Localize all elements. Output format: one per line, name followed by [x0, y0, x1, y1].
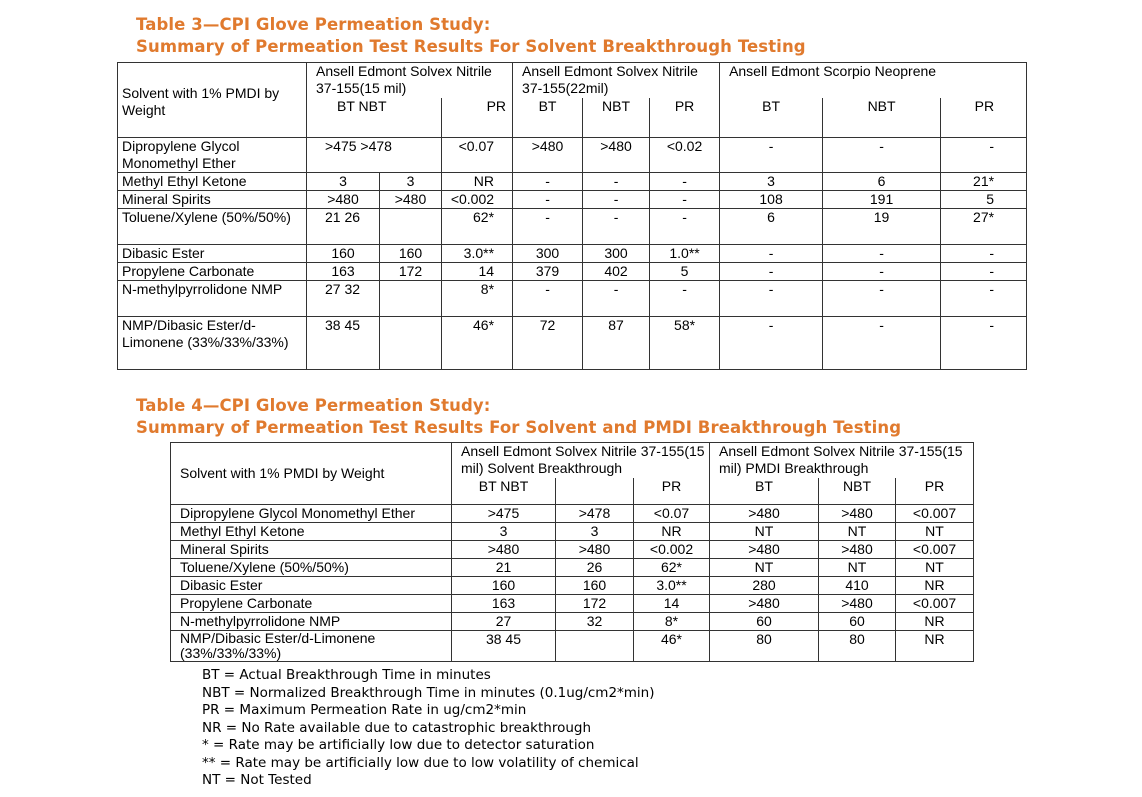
table3-group1-header: Ansell Edmont Solvex Nitrile 37-155(15 mil)	[307, 63, 513, 98]
table4-value-cell: 3	[556, 523, 634, 541]
table3-value-cell: -	[583, 281, 650, 317]
table3-value-cell: 3.0**	[442, 245, 513, 263]
table3-value-cell: >480	[513, 138, 583, 173]
table4-value-cell: 163	[452, 595, 556, 613]
table3-value-cell: 108	[720, 191, 823, 209]
table3-g2-nbt-header: NBT	[583, 98, 650, 138]
table3-value-cell: -	[513, 173, 583, 191]
table3-value-cell: 58*	[650, 317, 720, 370]
table-row	[118, 173, 1027, 191]
table4-group2-header: Ansell Edmont Solvex Nitrile 37-155(15 mil) PMDI Breakthrough	[710, 443, 974, 478]
table3-value-cell: 6	[823, 173, 941, 191]
table4-value-cell: <0.007	[896, 595, 974, 613]
table3-value-cell: -	[823, 263, 941, 281]
table4-value-cell: >480	[819, 505, 896, 523]
table3-value-cell: -	[650, 191, 720, 209]
table3-value-cell: >480	[583, 138, 650, 173]
table3-value-cell: -	[823, 281, 941, 317]
table3-value-cell: 27*	[941, 209, 1027, 245]
table-row	[171, 523, 974, 541]
table-row	[171, 613, 974, 631]
table3-value-cell: -	[513, 281, 583, 317]
table4-value-cell: 172	[556, 595, 634, 613]
table3-solvent-cell: NMP/Dibasic Ester/d-Limonene (33%/33%/33%)	[118, 317, 307, 370]
table3-solvent-cell: Mineral Spirits	[118, 191, 307, 209]
table3-value-cell: -	[823, 138, 941, 173]
table3-g1-btnbt-header: BT NBT	[307, 98, 442, 138]
table4-value-cell: 60	[710, 613, 819, 631]
table3-value-cell: -	[513, 209, 583, 245]
table4-value-cell: 32	[556, 613, 634, 631]
table3-value-cell: 163	[307, 263, 380, 281]
legend-item: NR = No Rate available due to catastrophic breakthrough	[202, 719, 592, 736]
table4-solvent-cell: NMP/Dibasic Ester/d-Limonene (33%/33%/33%)	[171, 631, 452, 662]
table4-value-cell: >475	[452, 505, 556, 523]
table3-value-cell: -	[583, 209, 650, 245]
table4-value-cell: >480	[556, 541, 634, 559]
table-row	[171, 541, 974, 559]
table-row	[118, 245, 1027, 263]
table3-value-cell: 62*	[442, 209, 513, 245]
table3-solvent-cell: Toluene/Xylene (50%/50%)	[118, 209, 307, 245]
table4-value-cell: 3	[452, 523, 556, 541]
table3-value-cell: 3	[380, 173, 442, 191]
table4-g2-pr-header: PR	[896, 478, 974, 505]
table3-value-cell: >475 >478	[307, 138, 380, 173]
table3-value-cell: 3	[720, 173, 823, 191]
table-row	[118, 317, 1027, 370]
table3-value-cell: -	[720, 281, 823, 317]
table3-title-line1: Table 3—CPI Glove Permeation Study:	[136, 15, 491, 34]
table4-value-cell: 80	[710, 631, 819, 662]
table3-value-cell: -	[720, 245, 823, 263]
table3-value-cell: -	[823, 245, 941, 263]
table4-value-cell: 46*	[634, 631, 710, 662]
table3-value-cell: -	[823, 317, 941, 370]
table-row	[118, 281, 1027, 317]
table4-value-cell: 21	[452, 559, 556, 577]
table3-value-cell: <0.002	[442, 191, 513, 209]
table3-value-cell: 19	[823, 209, 941, 245]
table-row	[171, 631, 974, 662]
table3-solvent-cell: N-methylpyrrolidone NMP	[118, 281, 307, 317]
table4-value-cell: 38 45	[452, 631, 556, 662]
table3-title	[136, 14, 806, 58]
table3-value-cell: -	[941, 263, 1027, 281]
table4-g1-btnbt-header: BT NBT	[452, 478, 556, 505]
table4-value-cell: >478	[556, 505, 634, 523]
table4-value-cell: <0.07	[634, 505, 710, 523]
table3-value-cell	[380, 317, 442, 370]
table4-value-cell: 3.0**	[634, 577, 710, 595]
table-row	[171, 595, 974, 613]
table4-value-cell: NT	[710, 523, 819, 541]
table-row	[118, 263, 1027, 281]
table4-solvent-cell: Dibasic Ester	[171, 577, 452, 595]
table3-value-cell: -	[941, 281, 1027, 317]
table3-value-cell: 6	[720, 209, 823, 245]
table4-g1-blank-header	[556, 478, 634, 505]
table3-value-cell: -	[720, 263, 823, 281]
table4-group1-header: Ansell Edmont Solvex Nitrile 37-155(15 mil) Solvent Breakthrough	[452, 443, 710, 478]
table3-value-cell: -	[583, 173, 650, 191]
table4-solvent-cell: Propylene Carbonate	[171, 595, 452, 613]
table3-solvent-header: Solvent with 1% PMDI by Weight	[118, 63, 307, 138]
table3-g3-nbt-header: NBT	[823, 98, 941, 138]
table4-value-cell: >480	[710, 595, 819, 613]
table3-value-cell: 21*	[941, 173, 1027, 191]
table3-value-cell: >480	[380, 191, 442, 209]
table3-value-cell: 21 26	[307, 209, 380, 245]
table4-value-cell: <0.007	[896, 505, 974, 523]
table4-solvent-cell: Dipropylene Glycol Monomethyl Ether	[171, 505, 452, 523]
table3-group2-header: Ansell Edmont Solvex Nitrile 37-155(22mil)	[513, 63, 720, 98]
legend-item: BT = Actual Breakthrough Time in minutes	[202, 667, 491, 683]
table4-value-cell: 8*	[634, 613, 710, 631]
table4-value-cell: >480	[819, 541, 896, 559]
table4-title-line2: Summary of Permeation Test Results For Solvent and PMDI Breakthrough Testing	[136, 418, 902, 437]
table3-value-cell: NR	[442, 173, 513, 191]
table3-value-cell: >480	[307, 191, 380, 209]
table4-value-cell: NR	[896, 577, 974, 595]
table-row	[171, 577, 974, 595]
table4-value-cell: NT	[710, 559, 819, 577]
table4-value-cell: 27	[452, 613, 556, 631]
table3-value-cell	[380, 209, 442, 245]
table3-group3-header: Ansell Edmont Scorpio Neoprene	[720, 63, 1027, 98]
table4-value-cell: 410	[819, 577, 896, 595]
table3-body	[118, 138, 1027, 370]
table3-value-cell: -	[941, 245, 1027, 263]
table3-value-cell: 402	[583, 263, 650, 281]
table4-solvent-cell: N-methylpyrrolidone NMP	[171, 613, 452, 631]
table4-value-cell: NT	[819, 559, 896, 577]
table4-body	[171, 505, 974, 662]
table3-value-cell: -	[941, 317, 1027, 370]
table4-solvent-header: Solvent with 1% PMDI by Weight	[171, 443, 452, 505]
table3-value-cell: 27 32	[307, 281, 380, 317]
table3-value-cell: -	[650, 173, 720, 191]
table3-solvent-cell: Propylene Carbonate	[118, 263, 307, 281]
table3-value-cell: 5	[941, 191, 1027, 209]
table-row	[118, 138, 1027, 173]
table3-value-cell	[380, 281, 442, 317]
table4-value-cell: >480	[710, 505, 819, 523]
table4-value-cell: 60	[819, 613, 896, 631]
table4-value-cell: 160	[556, 577, 634, 595]
table4-g2-bt-header: BT	[710, 478, 819, 505]
table3-value-cell: 46*	[442, 317, 513, 370]
table3-value-cell: 160	[380, 245, 442, 263]
table4-value-cell: >480	[452, 541, 556, 559]
legend-item: PR = Maximum Permeation Rate in ug/cm2*min	[202, 702, 527, 718]
table4-value-cell	[556, 631, 634, 662]
table3-value-cell: -	[650, 209, 720, 245]
table4-value-cell: 14	[634, 595, 710, 613]
table3-g3-pr-header: PR	[941, 98, 1027, 138]
table4-value-cell: NT	[896, 523, 974, 541]
table-row	[118, 191, 1027, 209]
table3-solvent-cell: Methyl Ethyl Ketone	[118, 173, 307, 191]
table3-value-cell: 191	[823, 191, 941, 209]
legend-item: NT = Not Tested	[202, 772, 312, 788]
table4-value-cell: 160	[452, 577, 556, 595]
table4-value-cell: NR	[896, 613, 974, 631]
table3-value-cell: 379	[513, 263, 583, 281]
table3-value-cell: 72	[513, 317, 583, 370]
legend-item: * = Rate may be artificially low due to detector saturation	[202, 737, 595, 753]
table3-title-line2: Summary of Permeation Test Results For Solvent Breakthrough Testing	[136, 37, 806, 56]
table3-value-cell: 300	[513, 245, 583, 263]
table3-value-cell: 3	[307, 173, 380, 191]
table3-value-cell: 87	[583, 317, 650, 370]
table3-value-cell: 14	[442, 263, 513, 281]
table3-g2-bt-header: BT	[513, 98, 583, 138]
table4-title	[136, 395, 901, 439]
table3-value-cell: -	[513, 191, 583, 209]
table3-solvent-cell: Dipropylene Glycol Monomethyl Ether	[118, 138, 307, 173]
table4-value-cell: >480	[819, 595, 896, 613]
table4-value-cell: 62*	[634, 559, 710, 577]
table4-value-cell: NR	[634, 523, 710, 541]
table3-value-cell: 172	[380, 263, 442, 281]
table-row	[171, 559, 974, 577]
table3-value-cell: <0.02	[650, 138, 720, 173]
table4-g2-nbt-header: NBT	[819, 478, 896, 505]
legend-item: ** = Rate may be artificially low due to low volatility of chemical	[202, 754, 639, 771]
table3-g3-bt-header: BT	[720, 98, 823, 138]
table3-value-cell: 1.0**	[650, 245, 720, 263]
legend	[202, 667, 655, 790]
table3-g2-pr-header: PR	[650, 98, 720, 138]
legend-item: NBT = Normalized Breakthrough Time in minutes (0.1ug/cm2*min)	[202, 684, 655, 701]
table4-solvent-cell: Methyl Ethyl Ketone	[171, 523, 452, 541]
table4-value-cell: 26	[556, 559, 634, 577]
table4-value-cell: 280	[710, 577, 819, 595]
table3	[117, 62, 1027, 370]
table4-value-cell: NT	[896, 559, 974, 577]
table4	[170, 442, 974, 662]
table4-value-cell: NT	[819, 523, 896, 541]
table4-value-cell: <0.002	[634, 541, 710, 559]
table3-value-cell: -	[583, 191, 650, 209]
table3-g1-pr-header: PR	[442, 98, 513, 138]
table3-value-cell: <0.07	[442, 138, 513, 173]
table3-value-cell: -	[720, 317, 823, 370]
table3-value-cell: -	[941, 138, 1027, 173]
table-row	[118, 209, 1027, 245]
table3-value-cell: 160	[307, 245, 380, 263]
table4-value-cell: NR	[896, 631, 974, 662]
table3-solvent-cell: Dibasic Ester	[118, 245, 307, 263]
table4-solvent-cell: Toluene/Xylene (50%/50%)	[171, 559, 452, 577]
table3-value-cell: 5	[650, 263, 720, 281]
table3-value-cell: -	[720, 138, 823, 173]
table4-value-cell: 80	[819, 631, 896, 662]
table3-value-cell: 38 45	[307, 317, 380, 370]
table3-value-cell: 300	[583, 245, 650, 263]
table4-value-cell: >480	[710, 541, 819, 559]
table-row	[171, 505, 974, 523]
table4-title-line1: Table 4—CPI Glove Permeation Study:	[136, 396, 491, 415]
table3-value-cell: 8*	[442, 281, 513, 317]
table3-value-cell: -	[650, 281, 720, 317]
table4-g1-pr-header: PR	[634, 478, 710, 505]
table4-value-cell: <0.007	[896, 541, 974, 559]
table4-solvent-cell: Mineral Spirits	[171, 541, 452, 559]
